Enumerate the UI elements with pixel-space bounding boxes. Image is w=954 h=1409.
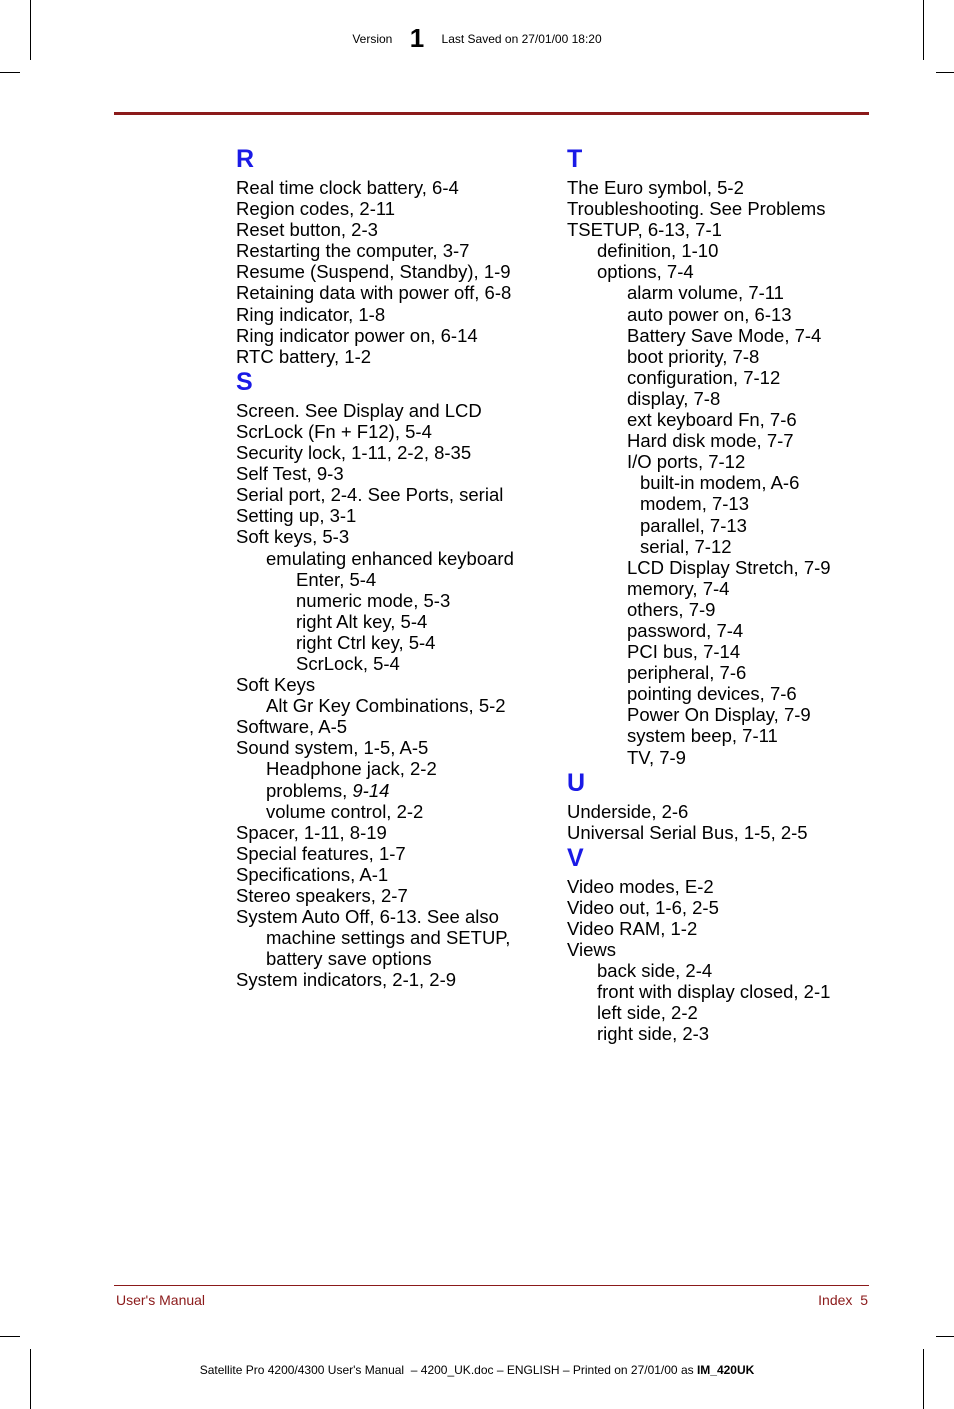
- index-entry: Serial port, 2-4. See Ports, serial: [236, 484, 504, 506]
- index-entry: Software, A-5: [236, 716, 348, 738]
- last-saved: Last Saved on 27/01/00 18:20: [441, 32, 602, 46]
- top-rule: [114, 112, 869, 115]
- index-entry: back side, 2-4: [597, 960, 713, 982]
- index-entry: Troubleshooting. See Problems: [567, 198, 826, 220]
- footer-manual-title: User's Manual: [116, 1292, 206, 1308]
- index-entry: System Auto Off, 6-13. See also: [236, 906, 499, 928]
- crop-mark: [936, 1336, 954, 1337]
- index-entry: Reset button, 2-3: [236, 219, 378, 241]
- print-info-code: IM_420UK: [696, 1363, 755, 1377]
- index-entry-page: 9-14: [352, 779, 390, 801]
- index-entry: numeric mode, 5-3: [296, 589, 451, 611]
- index-entry: Retaining data with power off, 6-8: [236, 282, 512, 304]
- index-entry: battery save options: [266, 948, 432, 970]
- index-entry-text: problems,: [266, 779, 353, 801]
- index-entry: right side, 2-3: [597, 1023, 710, 1045]
- index-entry: Soft Keys: [236, 674, 316, 696]
- index-entry: Video RAM, 1-2: [567, 918, 698, 939]
- crop-mark: [923, 1349, 924, 1409]
- index-entry: System indicators, 2-1, 2-9: [236, 969, 457, 991]
- index-entry: front with display closed, 2-1: [597, 981, 831, 1003]
- index-entry: Battery Save Mode, 7-4: [627, 324, 822, 346]
- index-entry: Underside, 2-6: [567, 800, 689, 822]
- index-entry: auto power on, 6-13: [627, 303, 792, 325]
- index-entry: Sound system, 1-5, A-5: [236, 737, 429, 759]
- index-entry: configuration, 7-12: [627, 366, 781, 388]
- index-entry: serial, 7-12: [640, 535, 732, 557]
- index-column-left: [236, 144, 556, 990]
- index-entry: pointing devices, 7-6: [627, 683, 797, 705]
- index-column-right: [567, 144, 867, 1045]
- index-entry: definition, 1-10: [597, 240, 719, 262]
- index-entry: RTC battery, 1-2: [236, 345, 372, 367]
- crop-mark: [936, 72, 954, 73]
- index-entry: options, 7-4: [597, 261, 694, 283]
- index-entry: right Alt key, 5-4: [296, 610, 428, 632]
- index-entry: Power On Display, 7-9: [627, 704, 811, 726]
- section-letter-t: T: [567, 145, 583, 173]
- index-entry: boot priority, 7-8: [627, 345, 760, 367]
- version-number: 1: [409, 23, 425, 53]
- index-entry: alarm volume, 7-11: [627, 282, 784, 304]
- index-entry: display, 7-8: [627, 387, 721, 409]
- index-entry: others, 7-9: [627, 598, 716, 620]
- section-letter-v: V: [567, 843, 584, 872]
- section-letter-r: R: [236, 145, 255, 173]
- index-entry: Spacer, 1-11, 8-19: [236, 821, 387, 843]
- section-letter-u: U: [567, 768, 586, 797]
- index-entry: ScrLock, 5-4: [296, 652, 400, 674]
- index-entry: Real time clock battery, 6-4: [236, 177, 459, 198]
- index-entry: Headphone jack, 2-2: [266, 758, 437, 780]
- index-entry: TSETUP, 6-13, 7-1: [567, 219, 722, 241]
- index-entry: Universal Serial Bus, 1-5, 2-5: [567, 821, 808, 843]
- crop-mark: [0, 72, 20, 73]
- index-entry: volume control, 2-2: [266, 800, 424, 822]
- index-entry: Security lock, 1-11, 2-2, 8-35: [236, 442, 472, 464]
- index-entry: right Ctrl key, 5-4: [296, 631, 436, 653]
- index-entry: Resume (Suspend, Standby), 1-9: [236, 261, 511, 283]
- version-label: Version: [352, 32, 393, 46]
- bottom-rule: [114, 1285, 869, 1286]
- index-entry: system beep, 7-11: [627, 725, 778, 747]
- index-entry: The Euro symbol, 5-2: [567, 177, 744, 198]
- index-entry: modem, 7-13: [640, 493, 749, 515]
- index-entry: Video out, 1-6, 2-5: [567, 896, 719, 918]
- index-entry: peripheral, 7-6: [627, 662, 747, 684]
- print-info-text: Satellite Pro 4200/4300 User's Manual – 4200_UK.doc – ENGLISH – Printed on 27/01/00 as: [199, 1363, 697, 1377]
- index-entry: TV, 7-9: [627, 746, 686, 768]
- index-entry: left side, 2-2: [597, 1002, 698, 1024]
- index-entry: machine settings and SETUP,: [266, 927, 511, 949]
- index-entry: password, 7-4: [627, 619, 744, 641]
- index-entry: built-in modem, A-6: [640, 472, 800, 494]
- index-entry: Screen. See Display and LCD: [236, 399, 482, 421]
- index-entry: Video modes, E-2: [567, 875, 714, 897]
- index-entry: emulating enhanced keyboard: [266, 547, 514, 569]
- index-entry: Ring indicator power on, 6-14: [236, 324, 478, 346]
- index-entry: ScrLock (Fn + F12), 5-4: [236, 420, 432, 442]
- index-entry: Region codes, 2-11: [236, 198, 396, 220]
- index-entry: Hard disk mode, 7-7: [627, 430, 794, 452]
- section-letter-s: S: [236, 367, 253, 396]
- index-entry: ext keyboard Fn, 7-6: [627, 409, 797, 431]
- index-entry: parallel, 7-13: [640, 514, 747, 536]
- crop-mark: [0, 1336, 20, 1337]
- index-entry: I/O ports, 7-12: [627, 451, 746, 473]
- index-entry: Soft keys, 5-3: [236, 526, 350, 548]
- index-entry: [236, 780, 556, 801]
- index-entry: memory, 7-4: [627, 577, 730, 599]
- index-entry: Views: [567, 939, 617, 961]
- crop-mark: [30, 1349, 31, 1409]
- index-entry: Self Test, 9-3: [236, 463, 344, 485]
- index-entry: Enter, 5-4: [296, 568, 377, 590]
- index-entry: Alt Gr Key Combinations, 5-2: [266, 695, 506, 717]
- footer-page-number: Index 5: [818, 1292, 868, 1308]
- index-entry: Ring indicator, 1-8: [236, 303, 386, 325]
- index-entry: PCI bus, 7-14: [627, 641, 741, 663]
- index-entry: Specifications, A-1: [236, 863, 389, 885]
- index-entry: LCD Display Stretch, 7-9: [627, 556, 831, 578]
- print-info: [0, 1363, 954, 1377]
- index-entry: Restarting the computer, 3-7: [236, 240, 470, 262]
- version-header: [0, 23, 954, 54]
- index-entry: Stereo speakers, 2-7: [236, 885, 408, 906]
- index-entry: Setting up, 3-1: [236, 505, 357, 527]
- index-entry: Special features, 1-7: [236, 842, 406, 864]
